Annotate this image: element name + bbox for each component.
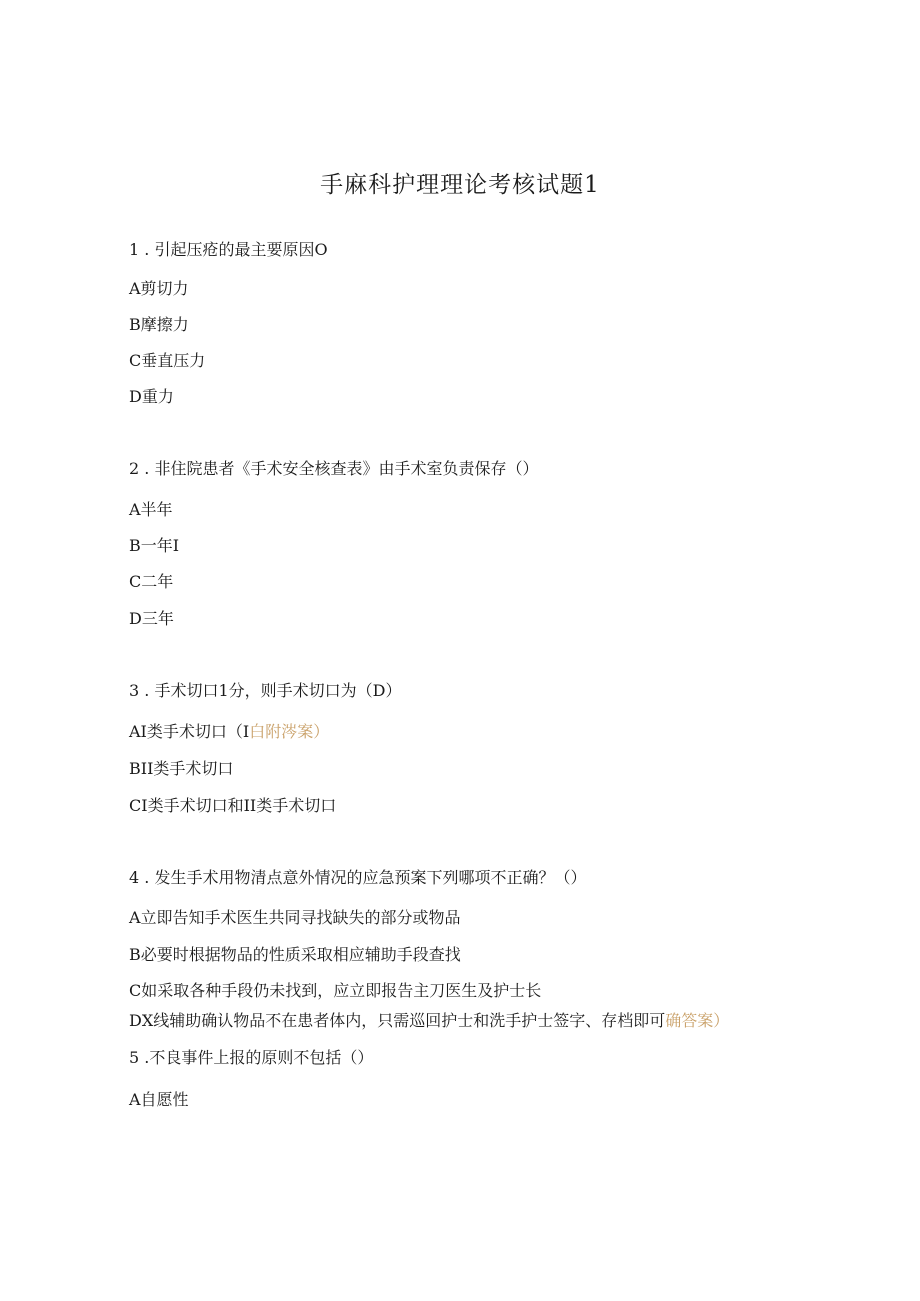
question-2-option-d: D三年	[129, 609, 174, 628]
question-1-stem: 1 . 引起压疮的最主要原因O	[129, 240, 328, 259]
question-4-stem: 4 . 发生手术用物清点意外情况的应急预案下列哪项不正确？（）	[129, 868, 587, 887]
question-3-option-c: CI类手术切口和II类手术切口	[129, 796, 337, 815]
question-5-option-a: A自愿性	[129, 1090, 189, 1109]
question-1-option-d: D重力	[129, 387, 174, 406]
question-3-stem: 3 . 手术切口1分，则手术切口为（D）	[129, 681, 402, 700]
question-1-option-c: C垂直压力	[129, 351, 206, 370]
question-4-option-b: B必要时根据物品的性质采取相应辅助手段查找	[129, 945, 461, 964]
question-2-stem: 2 . 非住院患者《手术安全核查表》由手术室负责保存（）	[129, 459, 539, 478]
question-4-option-c: C如采取各种手段仍未找到，应立即报告主刀医生及护士长	[129, 981, 542, 1000]
question-4-option-a: A立即告知手术医生共同寻找缺失的部分或物品	[129, 908, 461, 927]
question-3-option-b: BII类手术切口	[129, 759, 234, 778]
question-2-option-b: B一年I	[129, 536, 180, 555]
page-title: 手麻科护理理论考核试题1	[320, 172, 600, 198]
question-1-option-a: A剪切力	[129, 279, 189, 298]
question-4-option-d	[129, 1011, 729, 1031]
question-5-stem: 5 .不良事件上报的原则不包括（）	[129, 1048, 374, 1067]
question-2-option-a: A半年	[129, 500, 173, 519]
question-1-option-b: B摩擦力	[129, 315, 189, 334]
question-2-option-c: C二年	[129, 572, 174, 591]
question-3-option-a-text: AI类手术切口（I	[129, 722, 250, 741]
question-3-option-a-annotation: 白附涔案）	[249, 722, 330, 741]
question-4-option-d-text: DX线辅助确认物品不在患者体内，只需巡回护士和洗手护士签字、存档即可	[129, 1011, 666, 1030]
question-4-option-d-annotation: 确答案）	[665, 1011, 730, 1030]
question-3-option-a	[129, 722, 329, 742]
